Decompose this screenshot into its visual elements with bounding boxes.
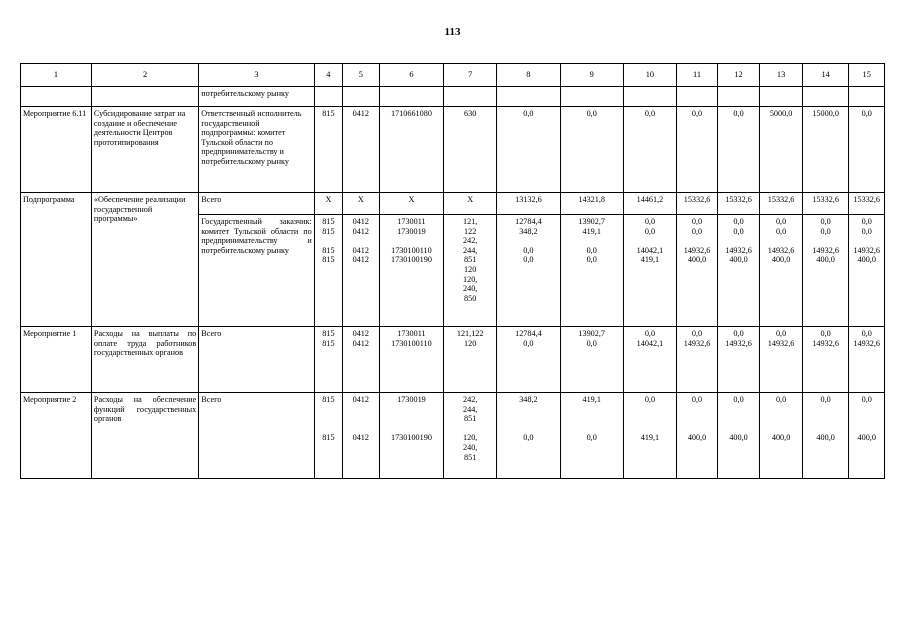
cell-value: 0,0 — [523, 338, 534, 348]
table-row — [21, 393, 885, 479]
cell-value: 0,0 — [820, 217, 831, 226]
cell-value: Всего — [199, 193, 314, 215]
cell-value: 815 — [322, 226, 335, 236]
cell-value: 851 — [464, 255, 477, 265]
cell-value: 0,0 — [733, 217, 744, 226]
cell-value: X — [314, 193, 342, 215]
cell-value: 0,0 — [733, 329, 744, 338]
cell-value: 1730011 — [397, 217, 426, 226]
row-description: Расходы на выплаты по оплате труда работников государственных органов — [91, 327, 198, 393]
cell-value: 240, — [463, 284, 478, 294]
cell-value: 0,0 — [691, 395, 703, 404]
cell-value: X — [444, 193, 497, 215]
cell-value: 0,0 — [820, 226, 831, 236]
cell-value: 15332,6 — [677, 193, 718, 215]
header-cell: 14 — [802, 64, 849, 87]
cell-value: 14042,1 — [636, 338, 664, 348]
cell-value: 0,0 — [820, 395, 831, 404]
cell-value: 0,0 — [586, 245, 597, 255]
cell-value: 14932,6 — [683, 245, 711, 255]
cell-value: 0412 — [352, 329, 369, 338]
cell-value: 14321,8 — [560, 193, 623, 215]
header-cell: 6 — [379, 64, 444, 87]
cell-value: 0,0 — [644, 226, 656, 236]
row-description: Расходы на обеспечение функций государственных органов — [91, 393, 198, 479]
cell-value: 0,0 — [644, 395, 656, 404]
cell-value: 14932,6 — [853, 338, 881, 348]
cell-value: 0,0 — [497, 107, 561, 193]
header-cell: 5 — [343, 64, 379, 87]
header-row — [21, 64, 885, 87]
continuation-row — [21, 87, 885, 107]
header-cell: 9 — [560, 64, 623, 87]
table-row — [21, 107, 885, 193]
header-cell: 12 — [717, 64, 760, 87]
cell-value: 12784,4 — [515, 329, 542, 338]
cell-value: 1730100110 — [391, 245, 432, 255]
cell-value: 242, — [463, 395, 478, 404]
cell-value: 400,0 — [729, 255, 748, 265]
cell-value: 14042,1 — [636, 245, 664, 255]
cell-value: 120, — [463, 274, 478, 284]
cell-value: 0,0 — [849, 107, 885, 193]
cell-value: 0,0 — [717, 107, 760, 193]
cell-value: 0,0 — [523, 255, 534, 265]
cell-value: 121, — [463, 217, 478, 226]
cell-value: 815 — [322, 395, 335, 404]
cell-value: 14932,6 — [767, 338, 795, 348]
cell-value: 15000,0 — [802, 107, 849, 193]
cell-value: 0,0 — [861, 226, 872, 236]
cell-value: 13132,6 — [497, 193, 561, 215]
table-row — [21, 327, 885, 393]
cell-value: 419,1 — [582, 226, 601, 236]
cell-value: 400,0 — [687, 255, 707, 265]
cell-value: 815 — [322, 245, 335, 255]
cell-value: 0,0 — [586, 255, 597, 265]
cell-value: 120, — [463, 433, 478, 443]
cell-value: 815 — [314, 107, 342, 193]
cell-value: 15332,6 — [802, 193, 849, 215]
cell-value: 0,0 — [775, 329, 787, 338]
cell-value: 400,0 — [857, 433, 876, 443]
cell-value: Всего — [199, 327, 314, 393]
row-customer: Государственный заказчик: комитет Тульской области по предпринимательству и потребительскому рынку — [199, 215, 314, 327]
cell-value: 0,0 — [861, 217, 872, 226]
header-cell: 11 — [677, 64, 718, 87]
cell-value: 400,0 — [816, 255, 835, 265]
cell-value: 0,0 — [820, 329, 831, 338]
header-cell: 13 — [760, 64, 803, 87]
cell-value: 400,0 — [816, 433, 835, 443]
cell-value: 1710661080 — [379, 107, 444, 193]
header-cell: 2 — [91, 64, 198, 87]
cell-value: 850 — [464, 293, 477, 303]
cell-value: 12784,4 — [515, 217, 542, 226]
cell-value: 0412 — [352, 395, 369, 404]
cell-value: 14932,6 — [725, 245, 752, 255]
cell-value: 0,0 — [644, 329, 656, 338]
header-cell: 8 — [497, 64, 561, 87]
cell-value: 0,0 — [691, 217, 703, 226]
cell-value: 0,0 — [775, 217, 787, 226]
cell-value: 815 — [322, 338, 335, 348]
cell-value: X — [379, 193, 444, 215]
cell-value: 0,0 — [644, 217, 656, 226]
cell-value: 1730019 — [397, 226, 426, 236]
cell-value: 815 — [322, 255, 335, 265]
cell-value: 400,0 — [729, 433, 748, 443]
cell-value: 400,0 — [771, 433, 791, 443]
cell-value: 0,0 — [861, 329, 872, 338]
cell-value: 0412 — [343, 107, 379, 193]
cell-value: 419,1 — [582, 395, 601, 404]
cell-value: 0,0 — [861, 395, 872, 404]
cell-value: 0,0 — [586, 433, 597, 443]
cell-value: 419,1 — [640, 255, 660, 265]
cell-value: 0,0 — [733, 395, 744, 404]
cell-value: 244, — [463, 404, 478, 414]
cell-value: 0,0 — [733, 226, 744, 236]
cell-value: 815 — [322, 217, 335, 226]
cell-value: 851 — [464, 452, 477, 462]
cell-value: 120 — [464, 264, 477, 274]
cell-value: 14932,6 — [812, 245, 839, 255]
cell-value: 0,0 — [775, 226, 787, 236]
cell-value: 0412 — [352, 433, 369, 443]
cell-value: 815 — [322, 433, 335, 443]
cell-value: 1730100190 — [390, 433, 432, 443]
cell-value: 120 — [464, 338, 477, 348]
header-cell: 3 — [199, 64, 314, 87]
row-executor: Ответственный исполнитель государственной подпрограммы: комитет Тульской области по предпринимательству и потребительскому рынку — [199, 107, 314, 193]
table-row — [21, 193, 885, 215]
cell-value: 815 — [322, 329, 335, 338]
cell-value: 348,2 — [519, 226, 538, 236]
row-description: Субсидирование затрат на создание и обеспечение деятельности Центров прототипирования — [91, 107, 198, 193]
cell-value: 419,1 — [640, 433, 660, 443]
cell-value: 0,0 — [586, 338, 597, 348]
cell-value: 240, — [463, 442, 478, 452]
cell-value: 0412 — [352, 226, 369, 236]
cell-value: 0412 — [352, 217, 369, 226]
cell-value: 242, — [463, 236, 478, 246]
cell-value: 0412 — [352, 245, 369, 255]
cell-value: 0,0 — [677, 107, 718, 193]
cell-value: 400,0 — [771, 255, 791, 265]
cell-value: 0,0 — [691, 329, 703, 338]
cell-value: 1730100190 — [390, 255, 432, 265]
cell-value: Всего — [199, 393, 314, 479]
header-cell: 7 — [444, 64, 497, 87]
cell-value: 14932,6 — [853, 245, 881, 255]
header-cell: 10 — [623, 64, 677, 87]
cell-value: 1730100110 — [391, 338, 432, 348]
cell-value: 122 — [464, 226, 477, 236]
cell-value: 0,0 — [775, 395, 787, 404]
cell-value: 0412 — [352, 338, 369, 348]
cell-value: 5000,0 — [760, 107, 803, 193]
row-label: Мероприятие 1 — [21, 327, 92, 393]
header-cell: 1 — [21, 64, 92, 87]
cell-value: 14932,6 — [767, 245, 795, 255]
cell-value: 630 — [444, 107, 497, 193]
cell-value: 14932,6 — [725, 338, 752, 348]
cell-value: 0,0 — [560, 107, 623, 193]
cell-value: 1730019 — [397, 395, 426, 404]
cell-value: 0,0 — [691, 226, 703, 236]
budget-table — [20, 63, 885, 479]
cell-value: 0,0 — [523, 433, 534, 443]
cell-value: 15332,6 — [760, 193, 803, 215]
cell-value: 348,2 — [519, 395, 538, 404]
cell-value: 121,122 — [456, 329, 484, 338]
cell-value: 13902,7 — [578, 329, 605, 338]
cell-value: 0,0 — [523, 245, 534, 255]
row-label: Мероприятие 6.11 — [21, 107, 92, 193]
row-description: «Обеспечение реализации государственной программы» — [91, 193, 198, 327]
header-cell: 15 — [849, 64, 885, 87]
cell-value: X — [343, 193, 379, 215]
cell-value: 0,0 — [623, 107, 677, 193]
cell-value: 1730011 — [397, 329, 426, 338]
page-number: 113 — [444, 26, 461, 38]
row-label: Подпрограмма — [21, 193, 92, 327]
cell-value: 13902,7 — [578, 217, 605, 226]
cell-value: 244, — [463, 245, 478, 255]
row-label: Мероприятие 2 — [21, 393, 92, 479]
header-cell: 4 — [314, 64, 342, 87]
cell-value: 15332,6 — [717, 193, 760, 215]
cell-value: 400,0 — [857, 255, 876, 265]
cell-value: 14461,2 — [623, 193, 677, 215]
cell-value: 0412 — [352, 255, 369, 265]
continuation-text: потребительскому рынку — [199, 87, 314, 107]
cell-value: 400,0 — [687, 433, 707, 443]
cell-value: 14932,6 — [812, 338, 839, 348]
cell-value: 14932,6 — [683, 338, 711, 348]
cell-value: 851 — [464, 414, 477, 424]
cell-value: 15332,6 — [849, 193, 885, 215]
